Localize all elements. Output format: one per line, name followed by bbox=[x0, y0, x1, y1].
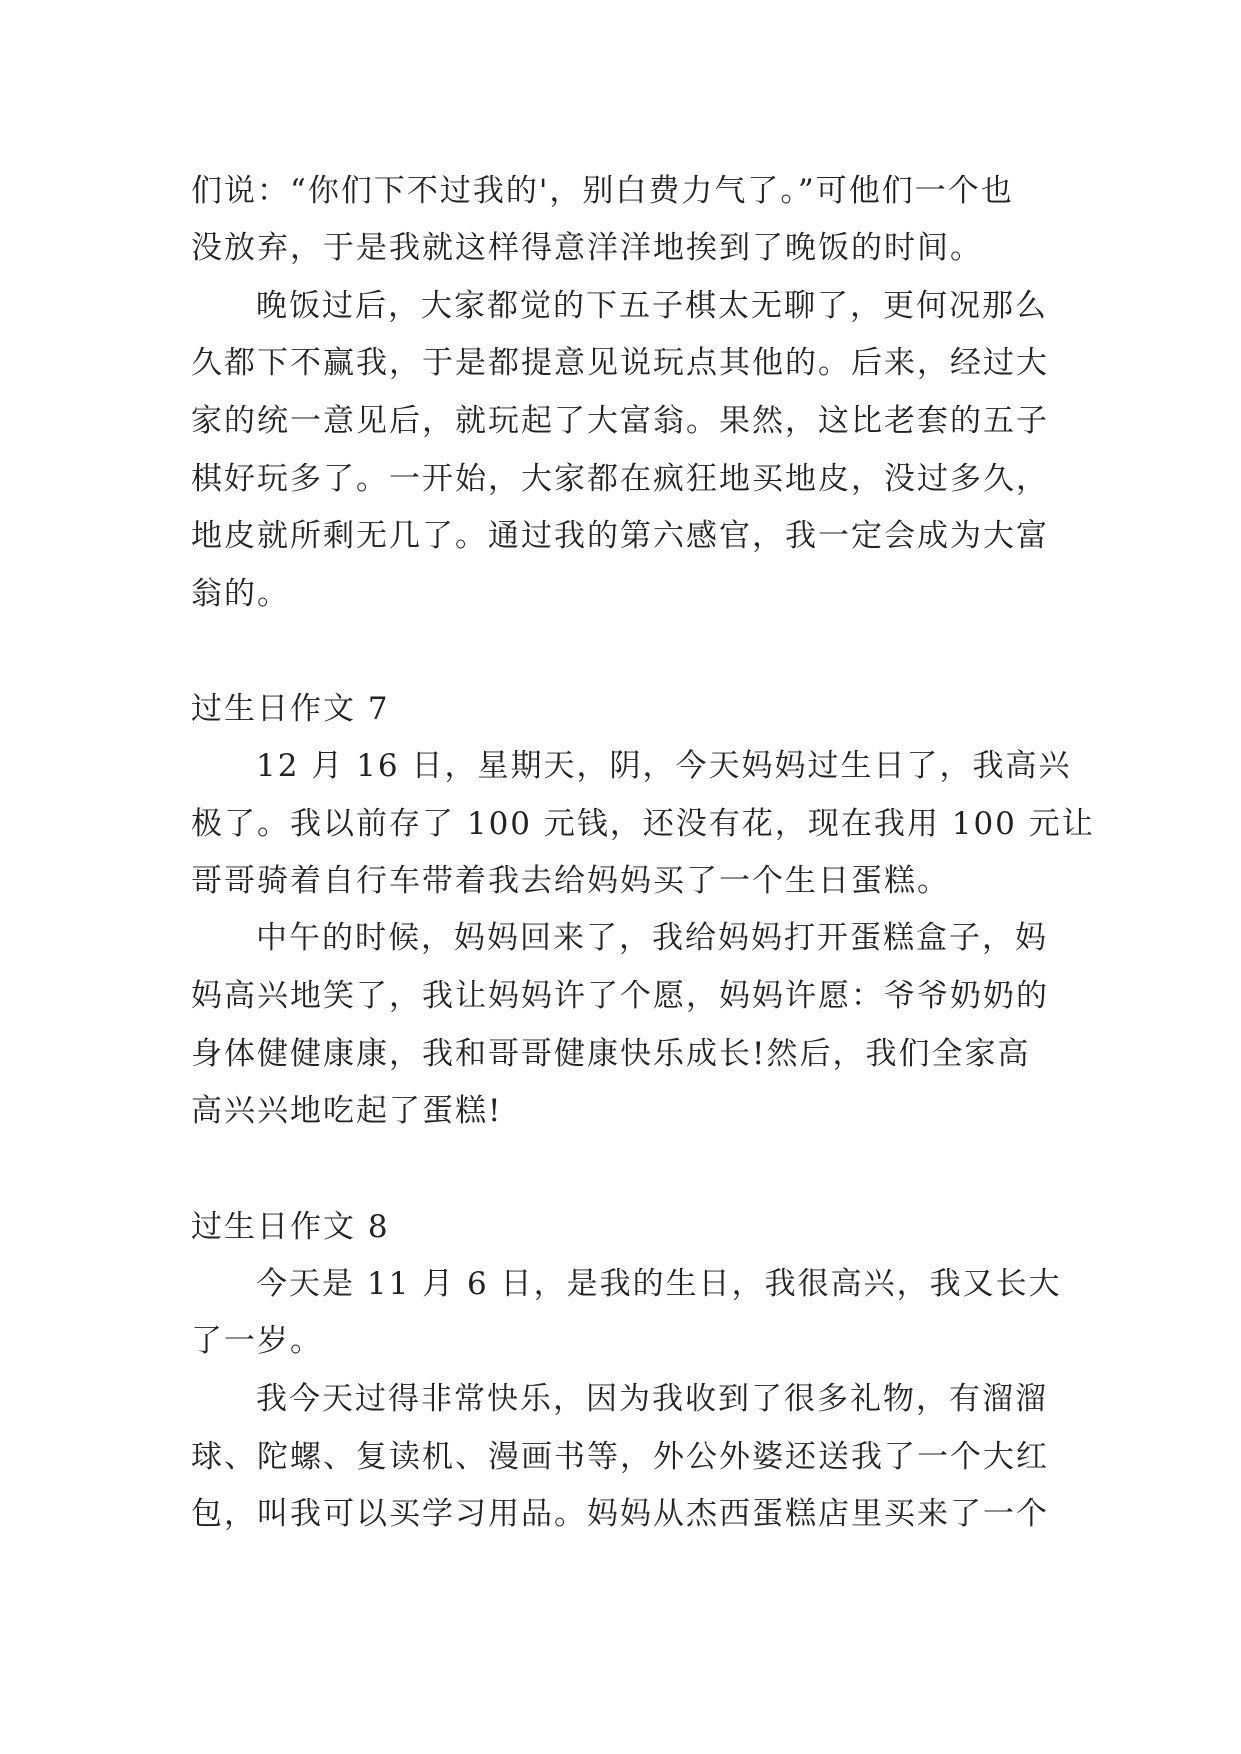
paragraph-line: 今天是 11 月 6 日，是我的生日，我很高兴，我又长大 bbox=[256, 1266, 1062, 1302]
paragraph-line: 们说：“你们下不过我的'，别白费力气了。”可他们一个也 bbox=[191, 173, 1014, 209]
paragraph-line: 家的统一意见后，就玩起了大富翁。果然，这比老套的五子 bbox=[191, 403, 1049, 439]
paragraph-line: 包，叫我可以买学习用品。妈妈从杰西蛋糕店里买来了一个 bbox=[191, 1496, 1049, 1532]
paragraph-line: 身体健健康康，我和哥哥健康快乐成长!然后，我们全家高 bbox=[191, 1036, 1031, 1072]
paragraph-line: 妈高兴地笑了，我让妈妈许了个愿，妈妈许愿：爷爷奶奶的 bbox=[191, 978, 1049, 1014]
paragraph-line: 极了。我以前存了 100 元钱，还没有花，现在我用 100 元让 bbox=[191, 806, 1095, 842]
paragraph-line: 12 月 16 日，星期天，阴，今天妈妈过生日了，我高兴 bbox=[256, 748, 1072, 784]
paragraph-line: 中午的时候，妈妈回来了，我给妈妈打开蛋糕盒子，妈 bbox=[256, 920, 1048, 956]
paragraph-line: 了一岁。 bbox=[191, 1323, 323, 1359]
paragraph-line: 我今天过得非常快乐，因为我收到了很多礼物，有溜溜 bbox=[256, 1381, 1048, 1417]
section-heading: 过生日作文 8 bbox=[191, 1209, 390, 1245]
paragraph-line: 没放弃，于是我就这样得意洋洋地挨到了晚饭的时间。 bbox=[191, 230, 983, 266]
paragraph-line: 翁的。 bbox=[191, 576, 290, 612]
paragraph-line: 地皮就所剩无几了。通过我的第六感官，我一定会成为大富 bbox=[191, 518, 1049, 554]
section-heading: 过生日作文 7 bbox=[191, 691, 390, 727]
paragraph-line: 晚饭过后，大家都觉的下五子棋太无聊了，更何况那么 bbox=[256, 288, 1048, 324]
paragraph-line: 高兴兴地吃起了蛋糕! bbox=[191, 1093, 503, 1129]
paragraph-line: 球、陀螺、复读机、漫画书等，外公外婆还送我了一个大红 bbox=[191, 1439, 1049, 1475]
paragraph-line: 哥哥骑着自行车带着我去给妈妈买了一个生日蛋糕。 bbox=[191, 863, 950, 899]
paragraph-line: 棋好玩多了。一开始，大家都在疯狂地买地皮，没过多久， bbox=[191, 461, 1049, 497]
paragraph-line: 久都下不赢我，于是都提意见说玩点其他的。后来，经过大 bbox=[191, 345, 1049, 381]
